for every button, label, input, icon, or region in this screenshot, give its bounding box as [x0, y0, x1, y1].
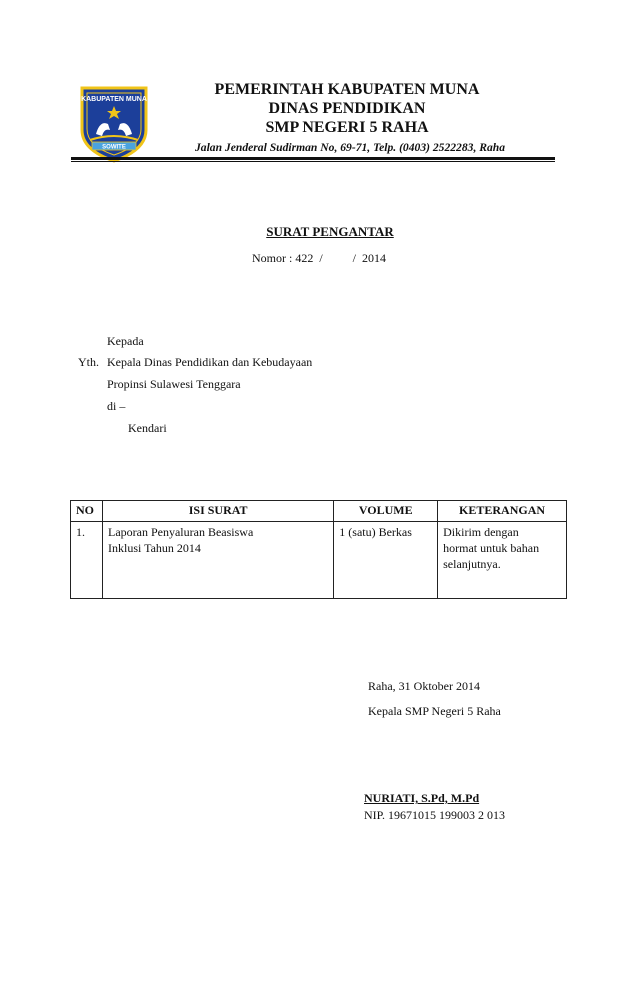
signer-nip: NIP. 19671015 199003 2 013 [364, 808, 506, 822]
cell-ket-line: selanjutnya. [443, 557, 501, 571]
cell-isi [102, 522, 333, 599]
cell-keterangan [438, 522, 567, 599]
kop-department: DINAS PENDIDIKAN [268, 100, 426, 117]
cell-no: 1. [71, 522, 103, 599]
cell-volume: 1 (satu) Berkas [334, 522, 438, 599]
recipient-line-1: Kepala Dinas Pendidikan dan Kebudayaan [107, 355, 313, 369]
recipient-yth: Yth. [78, 355, 99, 369]
table-header-row [71, 501, 567, 522]
cell-ket-line: hormat untuk bahan [443, 541, 540, 555]
kop-government: PEMERINTAH KABUPATEN MUNA [214, 81, 480, 98]
recipient-line-3: di – [107, 399, 126, 413]
crest-ribbon-text: SOWITE [102, 144, 126, 151]
cell-isi-line: Laporan Penyaluran Beasiswa [107, 525, 254, 539]
signer-position: Kepala SMP Negeri 5 Raha [368, 704, 501, 718]
column-header-volume: VOLUME [334, 501, 438, 522]
kop-address: Jalan Jenderal Sudirman No, 69-71, Telp. (0403) 2522283, Raha [194, 141, 506, 154]
kop-school: SMP NEGERI 5 RAHA [265, 119, 429, 136]
column-header-isi: ISI SURAT [102, 501, 333, 522]
column-header-no: NO [71, 501, 103, 522]
letter-number: Nomor : 422 / / 2014 [252, 251, 386, 265]
cell-ket-line: Dikirim dengan [443, 525, 519, 539]
column-header-keterangan: KETERANGAN [438, 501, 567, 522]
cell-isi-line: Inklusi Tahun 2014 [107, 541, 201, 555]
regency-crest-icon [76, 84, 152, 164]
crest-top-text: KABUPATEN MUNA [81, 96, 147, 103]
contents-table [70, 500, 567, 599]
recipient-kepada: Kepada [107, 334, 144, 348]
table-row [71, 522, 567, 599]
signer-name: NURIATI, S.Pd, M.Pd [364, 791, 480, 805]
place-date: Raha, 31 Oktober 2014 [368, 679, 480, 693]
recipient-line-2: Propinsi Sulawesi Tenggara [107, 377, 241, 391]
document-title: SURAT PENGANTAR [266, 224, 394, 239]
recipient-line-4: Kendari [128, 421, 167, 435]
letterhead-divider-thin [71, 161, 555, 162]
letterhead-divider [71, 157, 555, 160]
